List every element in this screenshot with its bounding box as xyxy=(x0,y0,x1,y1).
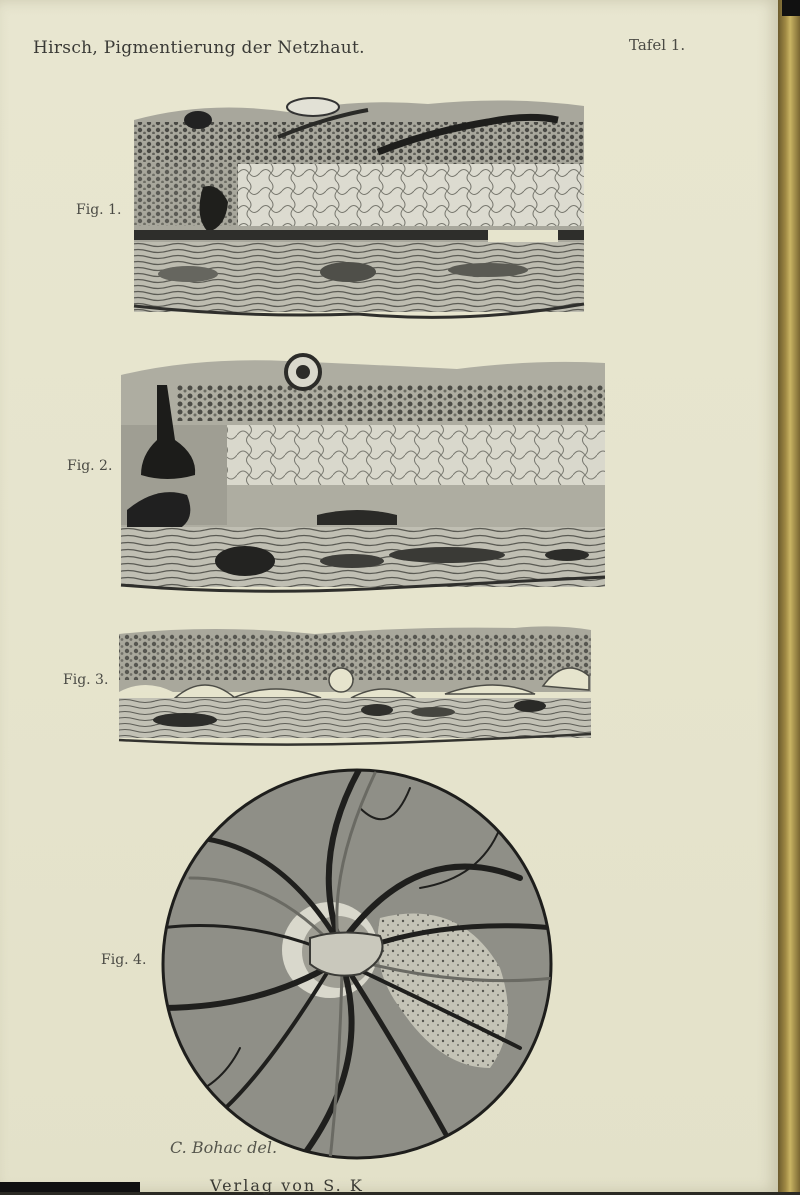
figure-4-label: Fig. 4. xyxy=(101,952,147,968)
figure-3-retina-section xyxy=(115,620,595,748)
figure-4-fundus-image xyxy=(160,768,554,1160)
plate-number: Tafel 1. xyxy=(629,36,686,54)
figure-2-label: Fig. 2. xyxy=(67,458,113,474)
artist-signature: C. Bohac del. xyxy=(170,1138,278,1157)
figure-1-label: Fig. 1. xyxy=(76,202,122,218)
publisher-line: Verlag von S. K xyxy=(210,1176,364,1195)
figure-3-label: Fig. 3. xyxy=(63,672,109,688)
book-edge xyxy=(778,0,800,1192)
page-title: Hirsch, Pigmentierung der Netzhaut. xyxy=(33,38,365,58)
figure-1-retina-section xyxy=(128,92,586,324)
edge-tab xyxy=(782,0,800,16)
figure-2-retina-section xyxy=(117,345,607,595)
bottom-edge-bar xyxy=(0,1182,140,1192)
